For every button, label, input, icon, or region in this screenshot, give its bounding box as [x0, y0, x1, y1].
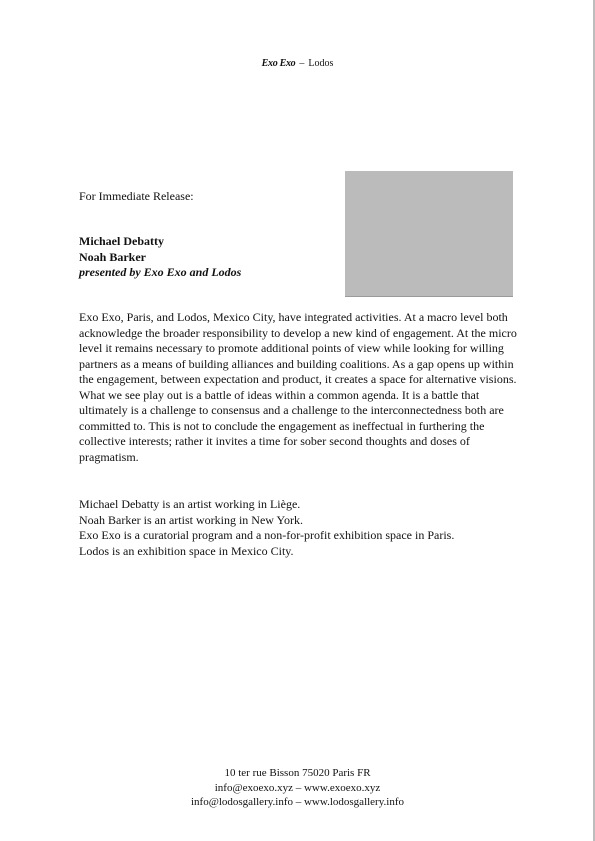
header-partner: Lodos — [308, 58, 334, 69]
image-placeholder — [345, 171, 513, 297]
credits-block — [79, 234, 241, 281]
bio-line: Exo Exo is a curatorial program and a non-for-profit exhibition space in Paris. — [79, 528, 455, 542]
page-header — [0, 57, 595, 71]
page-footer — [0, 766, 595, 810]
artist-name-1: Michael Debatty — [79, 234, 164, 248]
bio-line: Lodos is an exhibition space in Mexico City. — [79, 543, 294, 558]
footer-exoexo-contact: info@exoexo.xyz – www.exoexo.xyz — [214, 781, 381, 794]
bio-line: Noah Barker is an artist working in New York. — [79, 512, 303, 527]
release-label: For Immediate Release: — [79, 189, 194, 203]
presented-by-line: presented by Exo Exo and Lodos — [79, 265, 242, 279]
bio-line: Michael Debatty is an artist working in Liège. — [79, 497, 301, 511]
artist-name-2: Noah Barker — [79, 249, 146, 264]
footer-lodos-contact: info@lodosgallery.info – www.lodosgallery.info — [191, 796, 404, 808]
exoexo-logo: Exo Exo — [261, 58, 296, 69]
bios-block — [79, 497, 519, 559]
header-separator: – — [299, 58, 305, 69]
body-paragraph: Exo Exo, Paris, and Lodos, Mexico City, have integrated activities. At a macro level both acknowledge the broader responsibility to develop a new kind of engagement. At the micro level it remains necessary to promote additional points of view while looking for willing partners as a means of building alliances and building coalitions. As a gap opens up within the engagement, between expectation and product, it creates a space for alternative visions. What we see play out is a battle of ideas within a common agenda. It is a battle that ultimately is a challenge to consensus and a challenge to the interconnectedness both are committed to. This is not to conclude the engagement as ineffectual in furthering the collective interests; rather it invites a time for sober second thoughts and doses of pragmatism. — [79, 310, 517, 464]
footer-address: 10 ter rue Bisson 75020 Paris FR — [224, 767, 371, 779]
